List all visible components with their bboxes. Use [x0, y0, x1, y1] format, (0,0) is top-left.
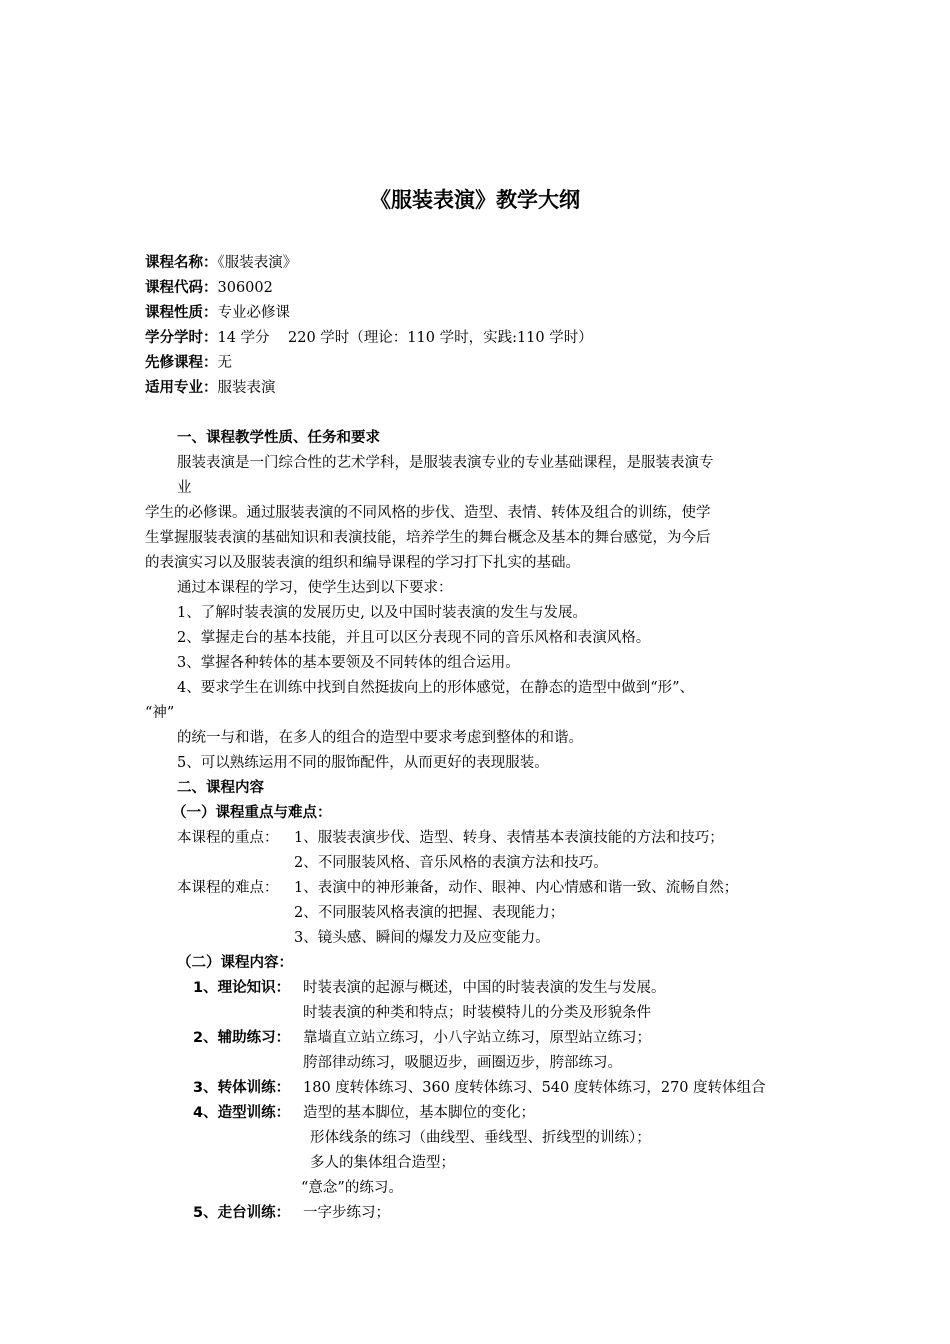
- requirement-item: 4、要求学生在训练中找到自然挺拔向上的形体感觉，在静态的造型中做到“形”、: [177, 680, 695, 696]
- info-value: 专业必修课: [217, 305, 290, 321]
- subsection-heading: （一）课程重点与难点：: [172, 805, 332, 821]
- paragraph-line: 业: [177, 480, 192, 496]
- subsection-heading: （二）课程内容：: [177, 955, 293, 971]
- content-line: 胯部律动练习，吸腿迈步，画圈迈步，胯部练习。: [303, 1055, 622, 1071]
- requirement-item: 5、可以熟练运用不同的服饰配件，从而更好的表现服装。: [177, 755, 549, 771]
- focus-label: 本课程的重点：: [177, 830, 279, 846]
- info-course-nature: [145, 303, 290, 323]
- requirement-item: 1、了解时装表演的发展历史, 以及中国时装表演的发生与发展。: [177, 605, 587, 621]
- info-value: 服装表演: [217, 380, 276, 396]
- content-line: 180 度转体练习、360 度转体练习、540 度转体练习，270 度转体组合: [303, 1080, 766, 1096]
- focus-item: 1、服装表演步伐、造型、转身、表情基本表演技能的方法和技巧；: [294, 830, 724, 846]
- content-label: 5、走台训练：: [193, 1205, 291, 1221]
- paragraph-line: 服装表演是一门综合性的艺术学科，是服装表演专业的专业基础课程，是服装表演专: [177, 455, 714, 471]
- content-label: 4、造型训练：: [193, 1105, 291, 1121]
- difficulty-item: 3、镜头感、瞬间的爆发力及应变能力。: [294, 930, 550, 946]
- difficulty-item: 2、不同服装风格表演的把握、表现能力；: [294, 905, 565, 921]
- focus-item: 2、不同服装风格、音乐风格的表演方法和技巧。: [294, 855, 608, 871]
- info-value: 无: [217, 355, 232, 371]
- paragraph-line: 通过本课程的学习，使学生达到以下要求：: [177, 580, 453, 596]
- content-line: 多人的集体组合造型；: [310, 1155, 455, 1171]
- content-line: 形体线条的练习（曲线型、垂线型、折线型的训练）；: [310, 1130, 651, 1146]
- info-label: 课程名称：: [145, 255, 218, 271]
- content-line: 靠墙直立站立练习，小八字站立练习，原型站立练习；: [303, 1030, 651, 1046]
- difficulty-label: 本课程的难点：: [177, 880, 279, 896]
- content-line: 造型的基本脚位，基本脚位的变化；: [303, 1105, 535, 1121]
- content-line: 一字步练习；: [303, 1205, 390, 1221]
- info-prerequisite: [145, 353, 232, 373]
- info-value: 306002: [217, 280, 273, 296]
- requirement-item: 2、掌握走台的基本技能，并且可以区分表现不同的音乐风格和表演风格。: [177, 630, 651, 646]
- document-title: 《服装表演》教学大纲: [370, 188, 580, 212]
- info-applicable-major: [145, 378, 276, 398]
- info-label: 适用专业：: [145, 380, 218, 396]
- info-label: 课程性质：: [145, 305, 218, 321]
- info-value: 14 学分 220 学时（理论：110 学时，实践:110 学时）: [217, 330, 593, 346]
- difficulty-item: 1、表演中的神形兼备，动作、眼神、内心情感和谐一致、流畅自然；: [294, 880, 739, 896]
- content-line: “意念”的练习。: [301, 1180, 403, 1196]
- section-heading: 一、课程教学性质、任务和要求: [177, 430, 380, 446]
- info-credits-hours: [145, 328, 593, 348]
- requirement-item: 3、掌握各种转体的基本要领及不同转体的组合运用。: [177, 655, 520, 671]
- paragraph-line: 的表演实习以及服装表演的组织和编导课程的学习打下扎实的基础。: [145, 555, 580, 571]
- content-line: 时装表演的起源与概述，中国的时装表演的发生与发展。: [303, 980, 666, 996]
- info-course-name: [145, 253, 297, 273]
- content-label: 3、转体训练：: [193, 1080, 291, 1096]
- content-label: 1、理论知识：: [193, 980, 291, 996]
- paragraph-line: 生掌握服装表演的基础知识和表演技能，培养学生的舞台概念及基本的舞台感觉，为今后: [145, 530, 711, 546]
- info-label: 先修课程：: [145, 355, 218, 371]
- paragraph-line: 学生的必修课。通过服装表演的不同风格的步伐、造型、表情、转体及组合的训练，使学: [145, 505, 711, 521]
- content-label: 2、辅助练习：: [193, 1030, 291, 1046]
- requirement-item-cont: 的统一与和谐，在多人的组合的造型中要求考虑到整体的和谐。: [177, 730, 583, 746]
- content-line: 时装表演的种类和特点；时装模特儿的分类及形貌条件: [303, 1005, 651, 1021]
- info-label: 学分学时：: [145, 330, 218, 346]
- info-course-code: [145, 278, 273, 298]
- section-heading: 二、课程内容: [177, 780, 264, 796]
- requirement-item-cont: “神”: [145, 705, 175, 721]
- info-label: 课程代码：: [145, 280, 218, 296]
- info-value: 《服装表演》: [217, 255, 298, 271]
